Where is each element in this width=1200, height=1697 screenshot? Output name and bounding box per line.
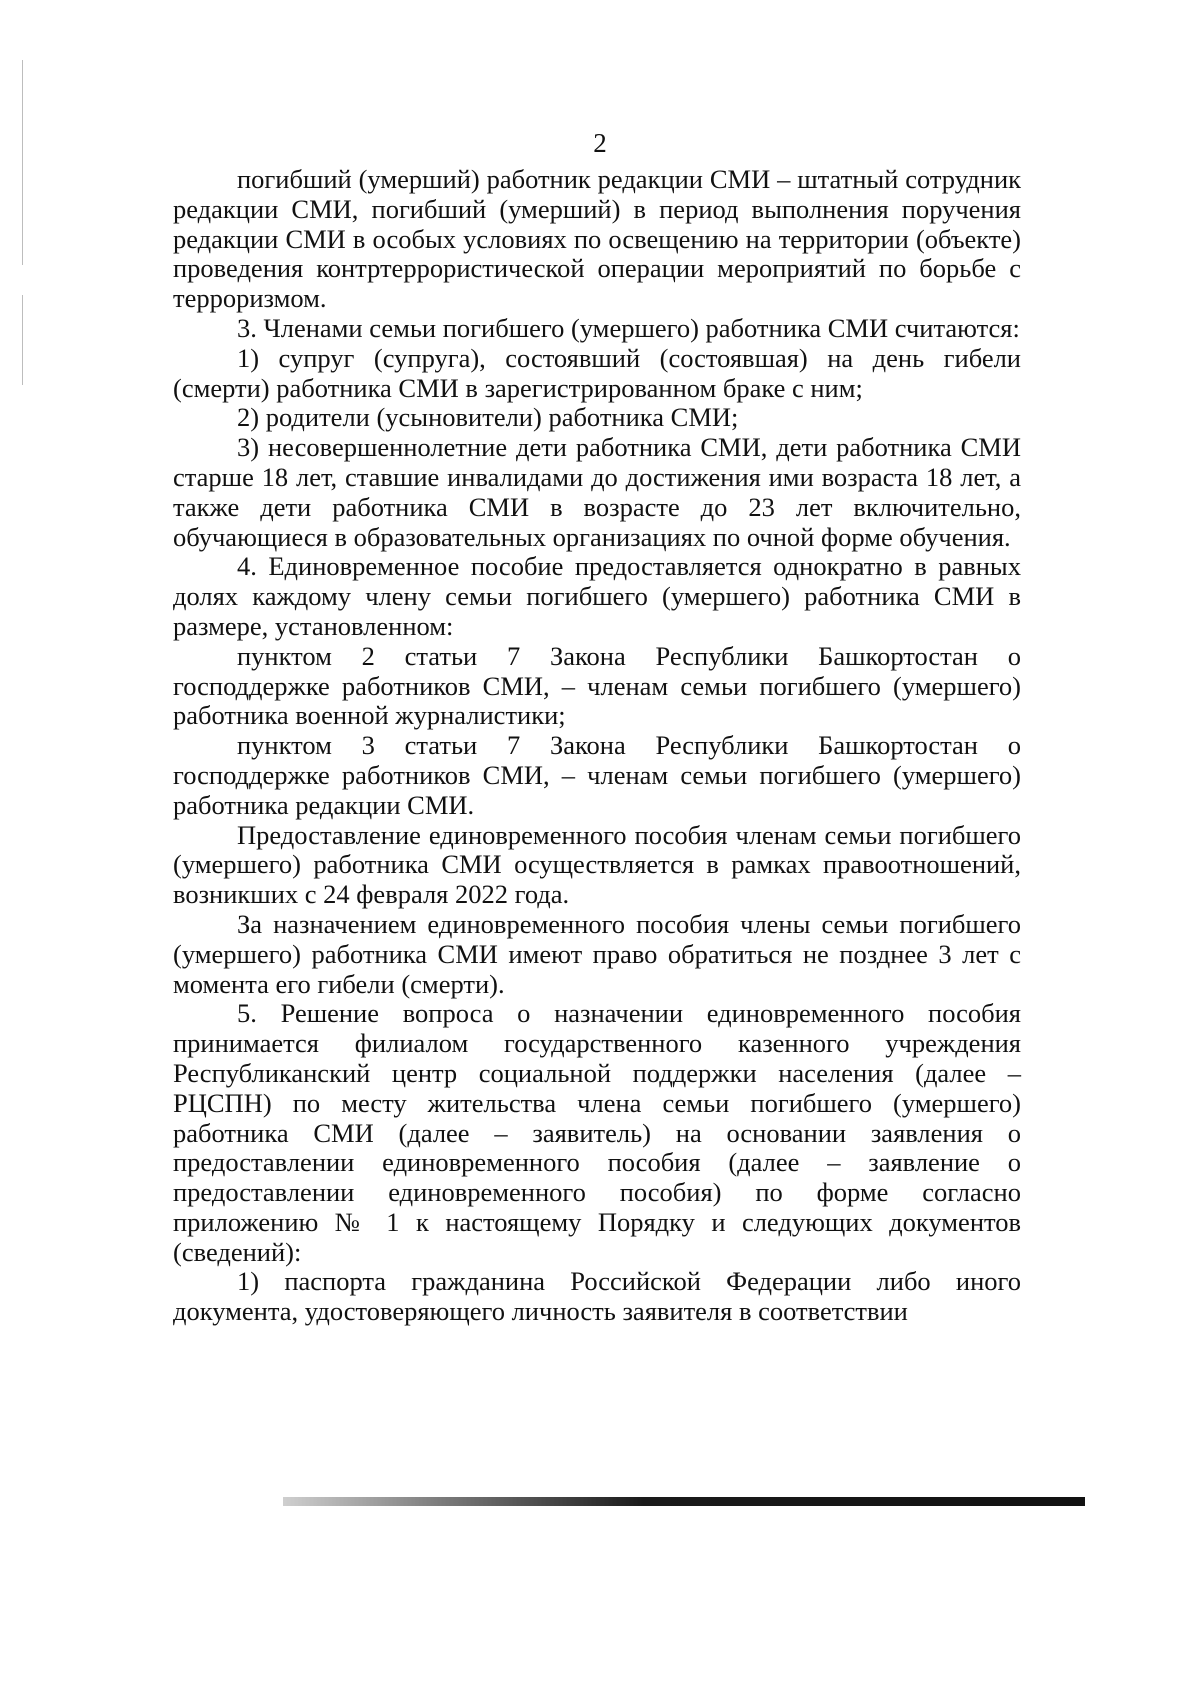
paragraph: 1) паспорта гражданина Российской Федерации либо иного документа, удостоверяющего личность заявителя в соответствии	[173, 1266, 1021, 1327]
paragraph: Предоставление единовременного пособия членам семьи погибшего (умершего) работника СМИ осуществляется в рамках правоотношений, возникших с 24 февраля 2022 года.	[173, 819, 1021, 910]
scan-edge-mark	[22, 295, 23, 385]
paragraph: 3. Членами семьи погибшего (умершего) работника СМИ считаются:	[237, 312, 1020, 343]
paragraph: пунктом 2 статьи 7 Закона Республики Башкортостан о господдержке работников СМИ, – членам семьи погибшего (умершего) работника военной журналистики;	[173, 640, 1021, 731]
scan-edge-mark	[22, 60, 23, 265]
scan-bottom-rule	[283, 1497, 1085, 1506]
paragraph: 1) супруг (супруга), состоявший (состоявшая) на день гибели (смерти) работника СМИ в зарегистрированном браке с ним;	[173, 342, 1021, 403]
paragraph: погибший (умерший) работник редакции СМИ – штатный сотрудник редакции СМИ, погибший (умерший) в период выполнения поручения редакции СМИ в особых условиях по освещению на территории (объекте) проведения контртеррористической операции мероприятий по борьбе с терроризмом.	[173, 164, 1021, 314]
paragraph: 4. Единовременное пособие предоставляется однократно в равных долях каждому члену семьи погибшего (умершего) работника СМИ в размере, установленном:	[173, 551, 1021, 641]
paragraph: пунктом 3 статьи 7 Закона Республики Башкортостан о господдержке работников СМИ, – членам семьи погибшего (умершего) работника редакции СМИ.	[173, 730, 1021, 820]
paragraph: За назначением единовременного пособия члены семьи погибшего (умершего) работника СМИ имеют право обратиться не позднее 3 лет с момента его гибели (смерти).	[173, 908, 1021, 999]
page-number: 2	[593, 128, 607, 158]
paragraph: 5. Решение вопроса о назначении единовременного пособия принимается филиалом государственного казенного учреждения Республиканский центр социальной поддержки населения (далее – РЦСПН) по месту жительства члена семьи погибшего (умершего) работника СМИ (далее – заявитель) на основании заявления о предоставлении единовременного пособия (далее – заявление о предоставлении единовременного пособия) по форме согласно приложению № 1 к настоящему Порядку и следующих документов (сведений):	[173, 998, 1021, 1267]
paragraph: 2) родители (усыновители) работника СМИ;	[237, 402, 739, 433]
paragraph: 3) несовершеннолетние дети работника СМИ, дети работника СМИ старше 18 лет, ставшие инвалидами до достижения ими возраста 18 лет, а также дети работника СМИ в возрасте до 23 лет включительно, обучающиеся в образовательных организациях по очной форме обучения.	[173, 432, 1021, 552]
document-text	[173, 165, 1021, 1327]
